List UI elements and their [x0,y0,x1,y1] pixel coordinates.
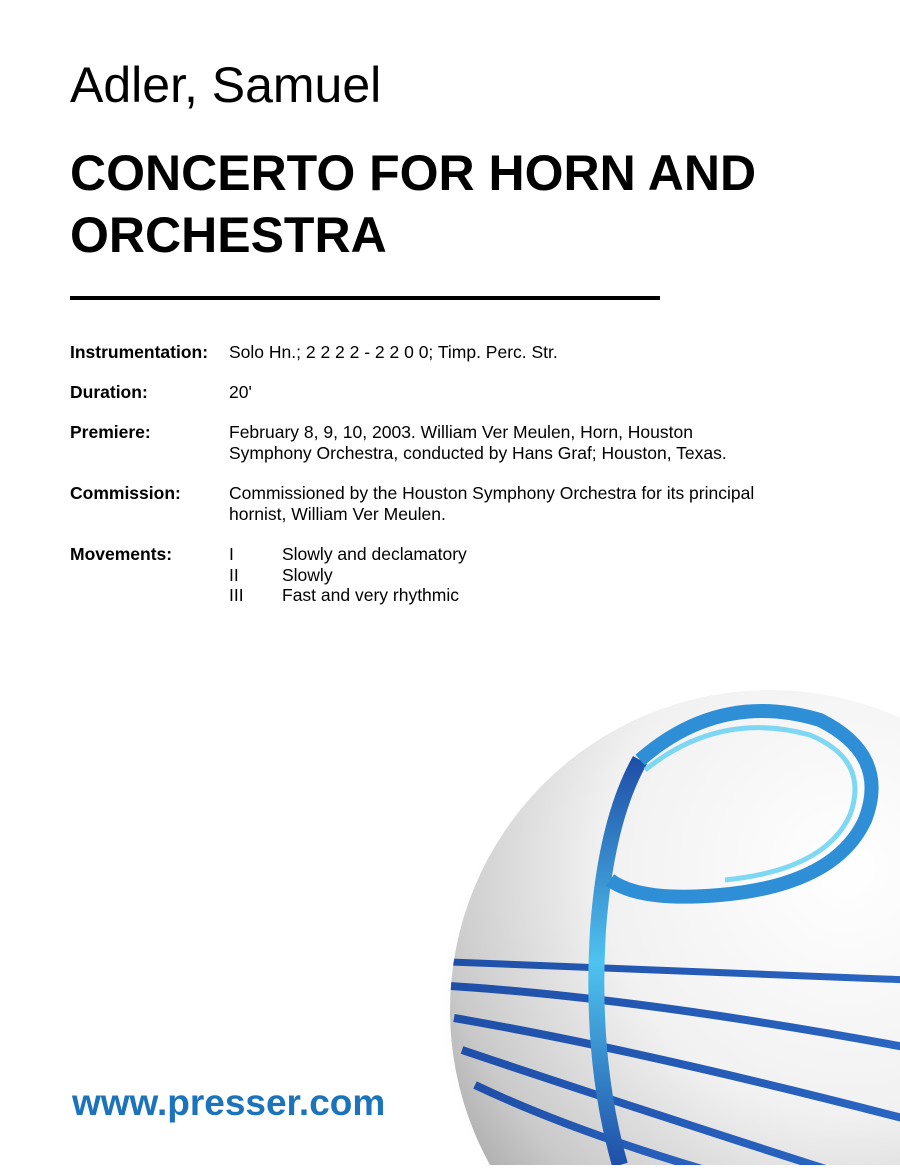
movement-item [229,565,850,586]
work-title: CONCERTO FOR HORN AND ORCHESTRA [70,145,757,263]
movements-label: Movements: [70,544,173,564]
movement-number: II [229,564,239,585]
commission-line: Commissioned by the Houston Symphony Orchestra for its principal [229,483,755,503]
commission-value [229,483,850,524]
premiere-line: Symphony Orchestra, conducted by Hans Graf; Houston, Texas. [229,442,727,463]
movement-name: Slowly and declamatory [282,544,467,564]
premiere-row [70,422,850,463]
presser-globe-logo [440,680,900,1165]
movements-list [229,544,850,606]
composer-name: Adler, Samuel [70,57,382,113]
movements-row [70,544,850,606]
work-details [70,342,850,606]
commission-label: Commission: [70,483,181,503]
premiere-value [229,422,850,463]
movement-item [229,585,850,606]
movement-item [229,544,850,565]
premiere-label: Premiere: [70,422,151,442]
title-divider [70,296,660,300]
premiere-line: February 8, 9, 10, 2003. William Ver Meulen, Horn, Houston [229,422,693,442]
duration-value: 20' [229,381,252,402]
commission-line: hornist, William Ver Meulen. [229,503,446,524]
duration-label: Duration: [70,381,148,402]
instrumentation-label: Instrumentation: [70,342,209,362]
globe-logo-icon [440,680,900,1165]
movement-name: Fast and very rhythmic [282,585,459,605]
movement-number: I [229,544,234,564]
commission-row [70,483,850,524]
movement-number: III [229,585,244,605]
instrumentation-value: Solo Hn.; 2 2 2 2 - 2 2 0 0; Timp. Perc. Str. [229,342,558,362]
duration-row [70,382,850,403]
website-link[interactable]: www.presser.com [72,1082,386,1123]
movement-name: Slowly [282,564,333,585]
instrumentation-row [70,342,850,363]
